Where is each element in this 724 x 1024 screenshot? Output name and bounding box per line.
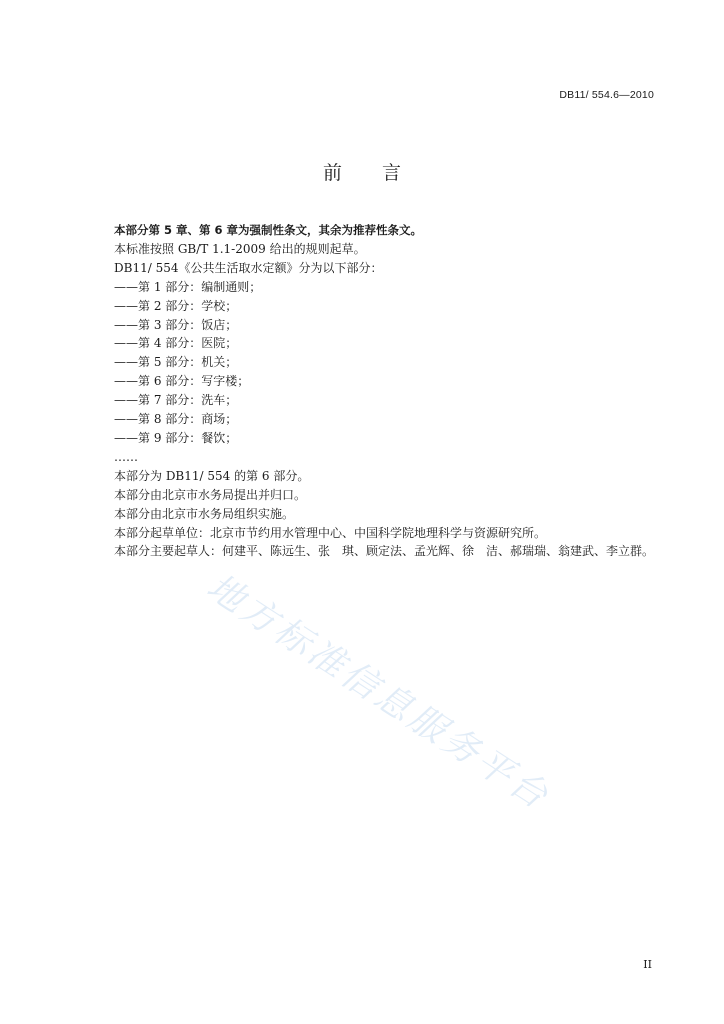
paragraph-proposer: 本部分由北京市水务局提出并归口。 bbox=[114, 487, 307, 502]
list-item-part-7: ——第 7 部分：洗车； bbox=[114, 393, 238, 408]
paragraph-this-part: 本部分为 DB11/ 554 的第 6 部分。 bbox=[114, 468, 310, 483]
paragraph-implementer: 本部分由北京市水务局组织实施。 bbox=[114, 506, 295, 521]
foreword-body bbox=[90, 221, 656, 561]
watermark-text: 地方标准信息服务平台 bbox=[199, 566, 558, 819]
standard-code: DB11/ 554.6—2010 bbox=[559, 89, 654, 101]
list-item-part-5: ——第 5 部分：机关； bbox=[114, 355, 238, 370]
list-ellipsis: …… bbox=[114, 449, 138, 464]
list-item-part-8: ——第 8 部分：商场； bbox=[114, 412, 238, 427]
list-item-part-1: ——第 1 部分：编制通则； bbox=[114, 279, 262, 294]
list-item-part-2: ——第 2 部分：学校； bbox=[114, 298, 238, 313]
paragraph-mandatory-clauses: 本部分第 5 章、第 6 章为强制性条文，其余为推荐性条文。 bbox=[114, 223, 423, 237]
paragraph-parts-intro: DB11/ 554《公共生活取水定额》分为以下部分： bbox=[114, 260, 383, 275]
page-title: 前言 bbox=[322, 162, 441, 184]
page-number: II bbox=[643, 958, 652, 971]
list-item-part-3: ——第 3 部分：饭店； bbox=[114, 317, 238, 332]
paragraph-drafting-units: 本部分起草单位：北京市节约用水管理中心、中国科学院地理科学与资源研究所。 bbox=[114, 525, 547, 540]
list-item-part-4: ——第 4 部分：医院； bbox=[114, 336, 238, 351]
list-item-part-9: ——第 9 部分：餐饮； bbox=[114, 430, 238, 445]
paragraph-drafting-rules: 本标准按照 GB/T 1.1-2009 给出的规则起草。 bbox=[114, 241, 366, 256]
paragraph-drafters: 本部分主要起草人：何建平、陈远生、张 琪、顾定法、孟光辉、徐 洁、郝瑞瑞、翁建武、李立群。 bbox=[114, 544, 655, 559]
list-item-part-6: ——第 6 部分：写字楼； bbox=[114, 374, 250, 389]
